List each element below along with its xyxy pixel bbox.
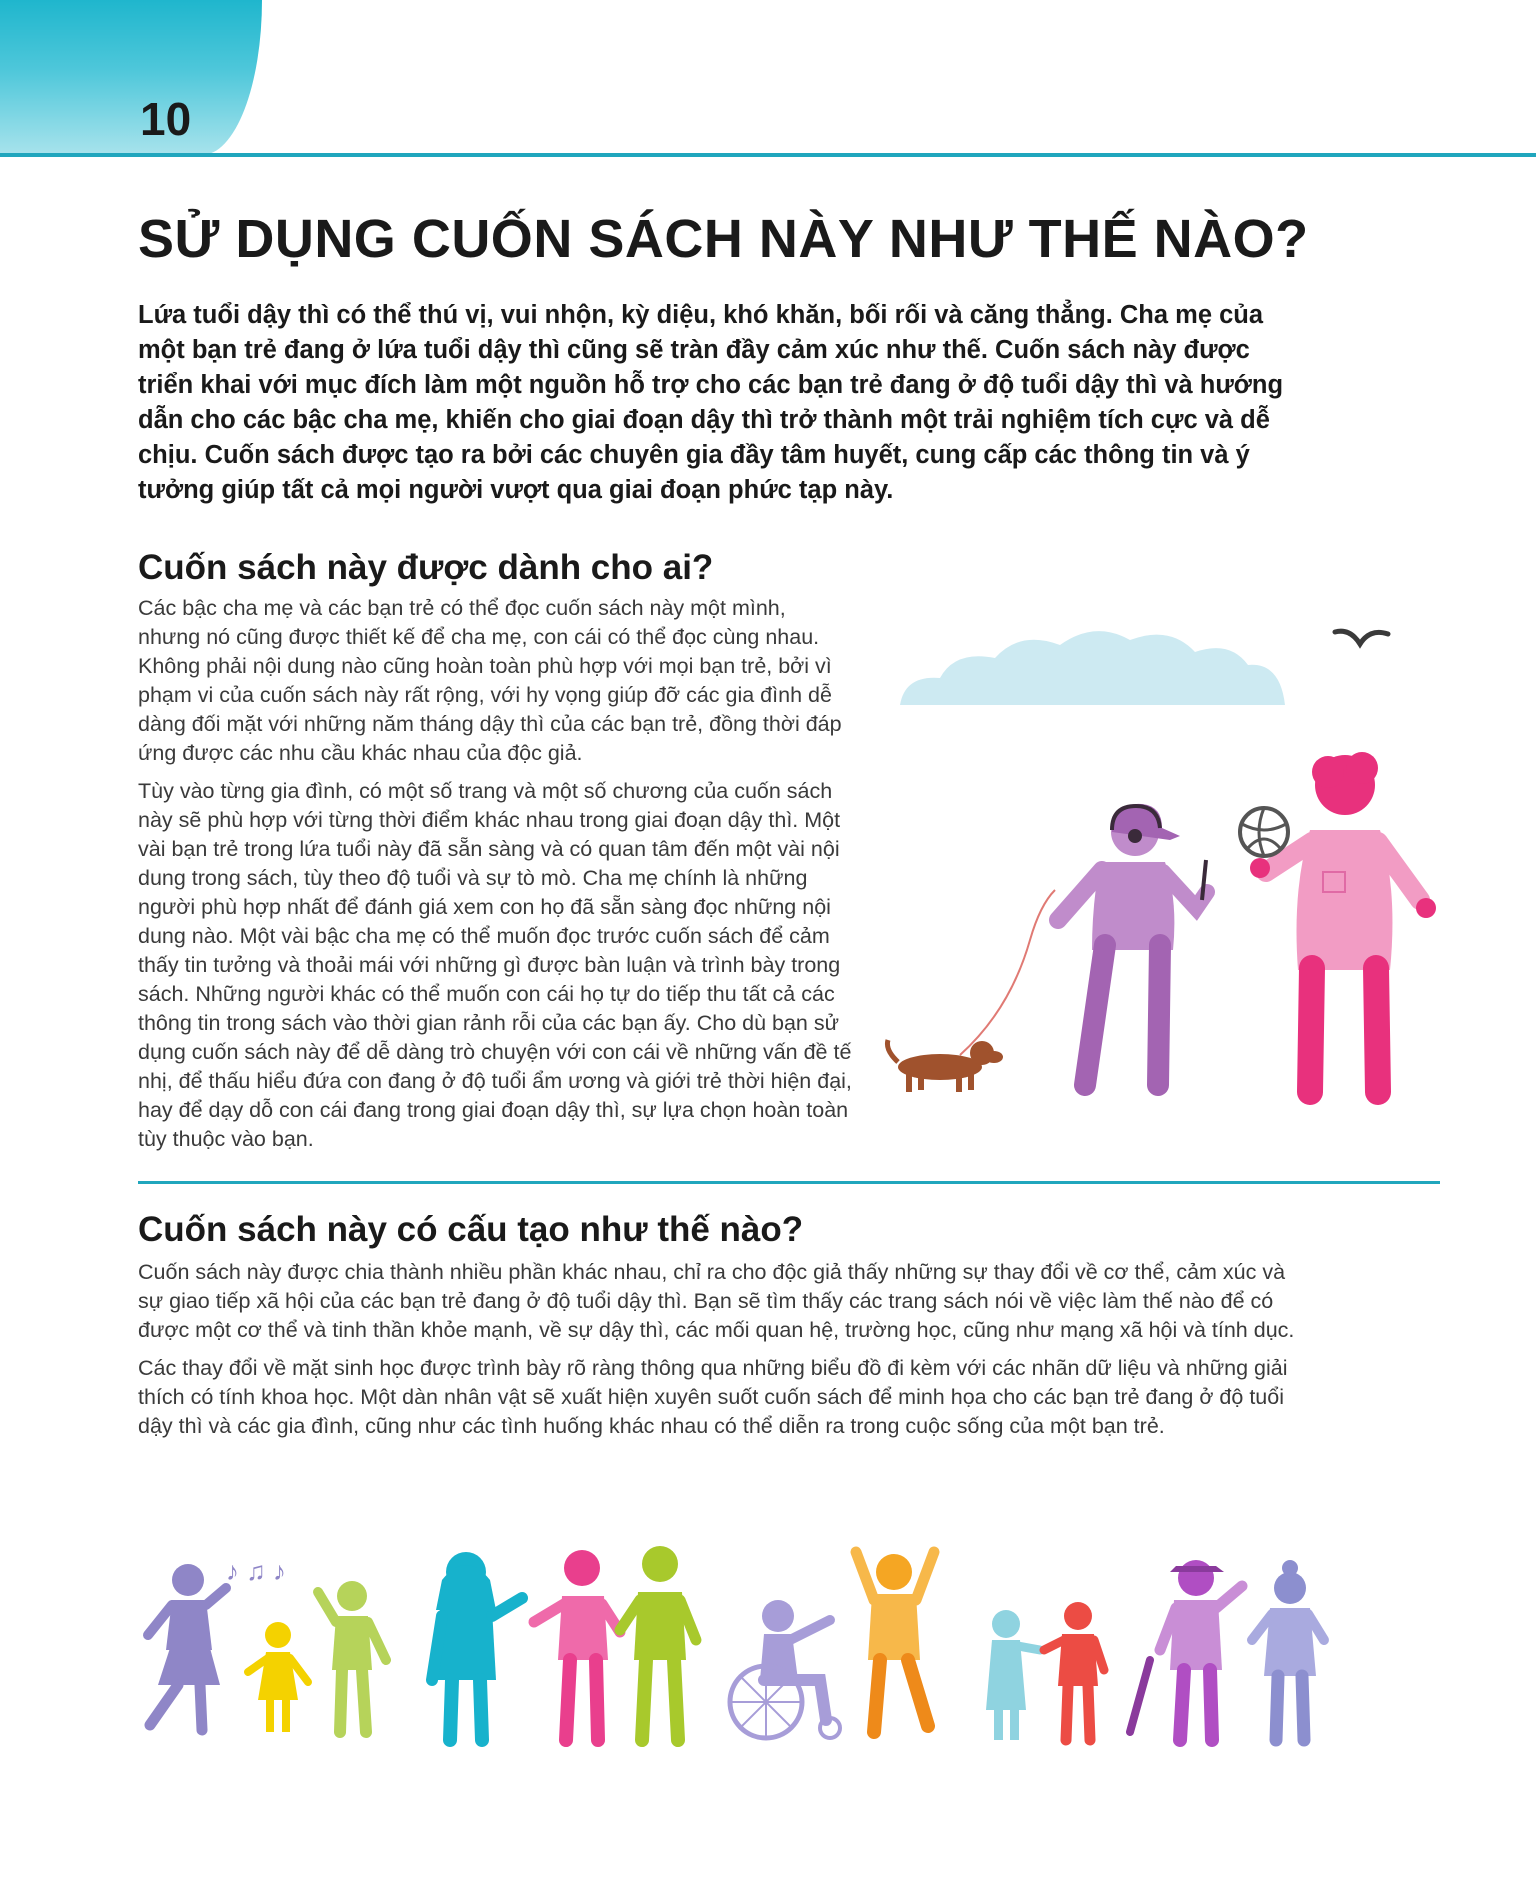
bird-icon <box>1335 631 1388 644</box>
section2-body <box>138 1258 1313 1450</box>
character-skater <box>1130 1560 1242 1740</box>
music-notes-icon: ♪ ♫ ♪ <box>226 1556 286 1586</box>
top-divider <box>0 153 1536 157</box>
intro-paragraph: Lứa tuổi dậy thì có thể thú vị, vui nhộn, kỳ diệu, khó khăn, bối rối và căng thẳng. Cha mẹ của một bạn trẻ đang ở lứa tuổi dậy thì cũng sẽ tràn đầy cảm xúc như thế. Cuốn sách này được triển khai với mục đích làm một nguồn hỗ trợ cho các bạn trẻ đang ở độ tuổi dậy thì và hướng dẫn cho các bậc cha mẹ, khiến cho giai đoạn dậy thì trở thành một trải nghiệm tích cực và dễ chịu. Cuốn sách được tạo ra bởi các chuyên gia đầy tâm huyết, cung cấp các thông tin và ý tưởng giúp tất cả mọi người vượt qua giai đoạn phức tạp này. <box>138 301 1284 504</box>
section2-heading: Cuốn sách này có cấu tạo như thế nào? <box>138 1210 804 1249</box>
section-divider <box>138 1181 1440 1184</box>
character-waving-green <box>318 1581 386 1732</box>
skateboard-icon <box>1130 1660 1150 1732</box>
section1-paragraph-1: Các bậc cha mẹ và các bạn trẻ có thể đọc cuốn sách này một mình, nhưng nó cũng được thiết kế để cha mẹ, con cái có thể đọc cùng nhau. Không phải nội dung nào cũng hoàn toàn phù hợp với mọi bạn trẻ, bởi vì phạm vi của cuốn sách này rất rộng, với hy vọng giúp đỡ các gia đình dễ dàng đối mặt với những năm tháng dậy thì của các bạn trẻ, đồng thời đáp ứng được các nhu cầu khác nhau của độc giả. <box>138 596 842 765</box>
cloud-icon <box>900 631 1285 705</box>
parent-figure <box>1240 752 1436 1092</box>
character-red <box>1044 1602 1104 1740</box>
section2-paragraph-2: Các thay đổi về mặt sinh học được trình bày rõ ràng thông qua những biểu đồ đi kèm với các nhãn dữ liệu và những giải thích có tính khoa học. Một dàn nhân vật sẽ xuất hiện xuyên suốt cuốn sách để minh họa cho các bạn trẻ đang ở độ tuổi dậy thì và các gia đình, cũng như các tình huống khác nhau có thể diễn ra trong cuộc sống của một bạn trẻ. <box>138 1356 1288 1438</box>
character-wheelchair <box>730 1600 840 1738</box>
character-pink <box>534 1550 620 1740</box>
character-light-blue <box>986 1610 1040 1740</box>
character-small-girl <box>248 1622 308 1732</box>
ball-icon <box>1240 808 1288 856</box>
character-elder <box>1252 1560 1324 1740</box>
characters-illustration <box>130 1500 1450 1750</box>
page-title: SỬ DỤNG CUỐN SÁCH NÀY NHƯ THẾ NÀO? <box>138 209 1309 269</box>
reading-together-illustration <box>880 610 1440 1110</box>
character-singer <box>148 1564 226 1730</box>
section1-body <box>138 594 853 1163</box>
section1-heading: Cuốn sách này được dành cho ai? <box>138 548 714 587</box>
character-lime <box>620 1546 696 1740</box>
header-tab <box>0 0 262 155</box>
dog-icon <box>887 1040 1003 1092</box>
character-hijab <box>432 1552 522 1740</box>
section1-paragraph-2: Tùy vào từng gia đình, có một số trang và một số chương của cuốn sách này sẽ phù hợp với từng thời điểm khác nhau trong giai đoạn dậy thì. Một vài bạn trẻ trong lứa tuổi này đã sẵn sàng và có quan tâm đến một vài nội dung trong sách, tùy theo độ tuổi và sự tò mò. Cha mẹ chính là những người phù hợp nhất để đánh giá xem con họ đã sẵn sàng đọc những nội dung nào. Một vài bậc cha mẹ có thể muốn đọc trước cuốn sách để cảm thấy tin tưởng và thoải mái với những gì được bàn luận và trình bày trong sách. Những người khác có thể muốn con cái họ tự do tiếp thu tất cả các thông tin trong sách vào thời gian rảnh rỗi của các bạn ấy. Cho dù bạn sử dụng cuốn sách này để dễ dàng trò chuyện với con cái về những vấn đề tế nhị, để thấu hiểu đứa con đang ở độ tuổi ẩm ương và giới trẻ thời hiện đại, hay để dạy dỗ con cái đang trong giai đoạn dậy thì, sự lựa chọn hoàn toàn tùy thuộc vào bạn. <box>138 779 852 1151</box>
character-cheering <box>856 1552 934 1732</box>
teen-figure <box>1058 804 1207 1085</box>
page-number: 10 <box>140 93 192 145</box>
section2-paragraph-1: Cuốn sách này được chia thành nhiều phần khác nhau, chỉ ra cho độc giả thấy những sự thay đổi về cơ thể, cảm xúc và sự giao tiếp xã hội của các bạn trẻ đang ở độ tuổi dậy thì. Bạn sẽ tìm thấy các trang sách nói về việc làm thế nào để có được một cơ thể và tinh thần khỏe mạnh, về sự dậy thì, các mối quan hệ, trường học, cũng như mạng xã hội và tính dục. <box>138 1260 1295 1342</box>
